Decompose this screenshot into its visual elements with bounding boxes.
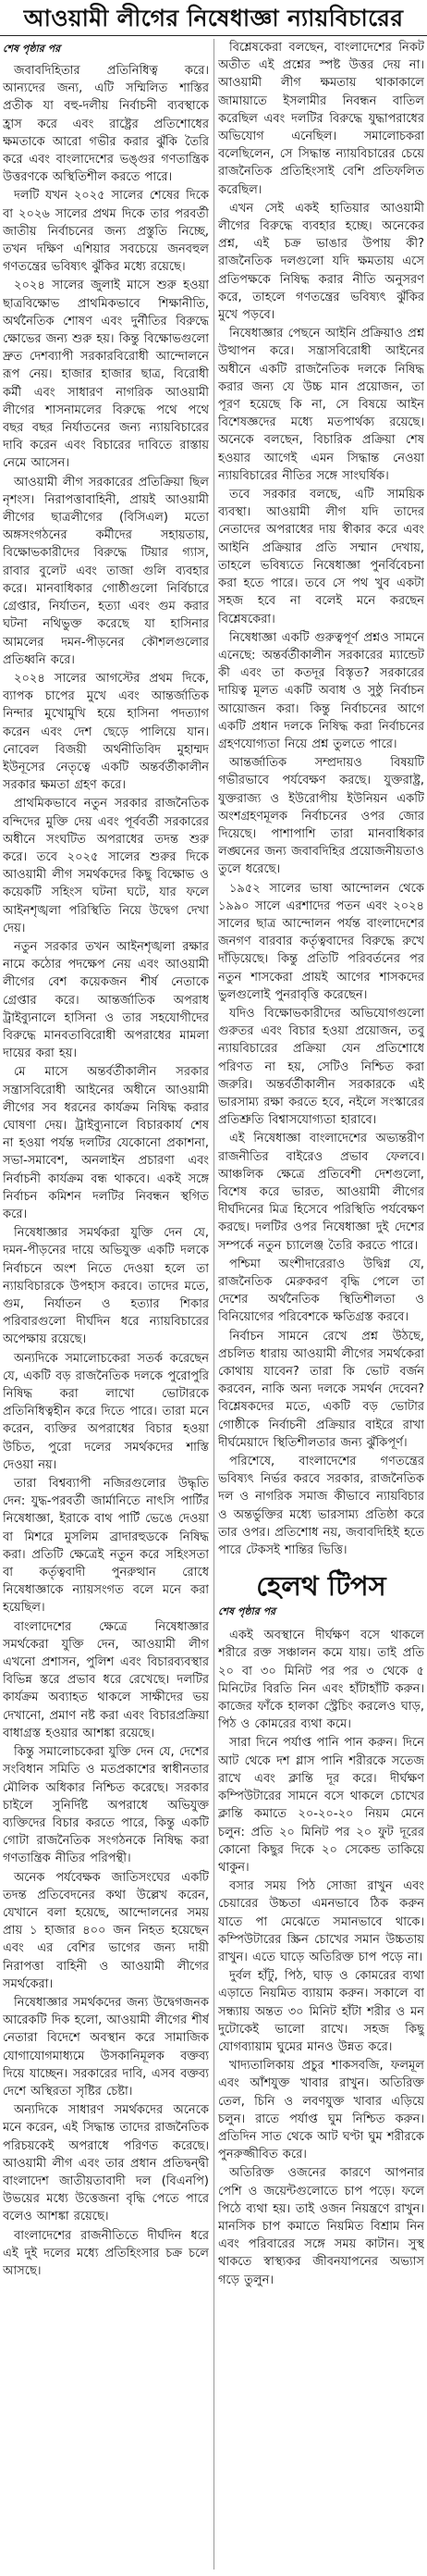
- article-paragraph: প্রাথমিকভাবে নতুন সরকার রাজনৈতিক বন্দিদের মুক্তি দেয় এবং পূর্ববর্তী সরকারের অধীনে সংঘটিত অপরাধের তদন্ত শুরু করে। তবে ২০২৫ সালের শুরুর দিকে আওয়ামী লীগ সমর্থকদের কিছু বিক্ষোভ ও কয়েকটি সহিংস ঘটনা ঘটে, যার ফলে আইনশৃঙ্খলা পরিস্থিতি নিয়ে উদ্বেগ দেখা দেয়।: [3, 797, 209, 935]
- article-paragraph: নিষেধাজ্ঞার সমর্থকদের জন্য উদ্বেগজনক আরেকটি দিক হলো, আওয়ামী লীগের শীর্ষ নেতারা বিদেশে অবস্থান করে সামাজিক যোগাযোগমাধ্যমে উসকানিমূলক বক্তব্য দিয়ে যাচ্ছেন। সরকারের দাবি, এসব বক্তব্য দেশে অস্থিরতা সৃষ্টির চেষ্টা।: [3, 1995, 209, 2099]
- article-paragraph: নির্বাচন সামনে রেখে প্রশ্ন উঠছে, প্রচলিত ধারায় আওয়ামী লীগের সমর্থকেরা কোথায় যাবেন? তারা কি ভোট বর্জন করবেন, নাকি অন্য দলকে সমর্থন দেবেন? বিশ্লেষকদের মতে, একটি বড় ভোটার গোষ্ঠীকে নির্বাচনী প্রক্রিয়ার বাইরে রাখা দীর্ঘমেয়াদে স্থিতিশীলতার জন্য ঝুঁকিপূর্ণ।: [218, 1329, 424, 1450]
- health-tip-paragraph: একই অবস্থানে দীর্ঘক্ষণ বসে থাকলে শরীরে রক্ত সঞ্চালন কমে যায়। তাই প্রতি ২০ বা ৩০ মিনিট পর পর ৩ থেকে ৫ মিনিটের বিরতি নিন এবং হাঁটাহাঁটি করুন। কাজের ফাঁকে হালকা স্ট্রেচিং করলেও ঘাড়, পিঠ ও কোমরের ব্যথা কমে।: [218, 1629, 424, 1732]
- health-tip-paragraph: বসার সময় পিঠ সোজা রাখুন এবং চেয়ারের উচ্চতা এমনভাবে ঠিক করুন যাতে পা মেঝেতে সমানভাবে থাকে। কম্পিউটারের স্ক্রিন চোখের সমান উচ্চতায় রাখুন। এতে ঘাড়ে অতিরিক্ত চাপ পড়ে না।: [218, 1879, 424, 1964]
- article-paragraph: বাংলাদেশের রাজনীতিতে দীর্ঘদিন ধরে এই দুই দলের মধ্যে প্রতিহিংসার চক্র চলে আসছে।: [3, 2228, 209, 2278]
- health-tip-paragraph: দুর্বল হাঁটু, পিঠ, ঘাড় ও কোমরের ব্যথা এড়াতে নিয়মিত ব্যায়াম করুন। সকালে বা সন্ধ্যায় অন্তত ৩০ মিনিট হাঁটা শরীর ও মন দুটোকেই ভালো রাখে। সহজ কিছু যোগব্যায়াম ঘুমের মানও উন্নত করে।: [218, 1969, 424, 2054]
- article-paragraph: নিষেধাজ্ঞার পেছনে আইনি প্রক্রিয়াও প্রশ্ন উত্থাপন করে। সন্ত্রাসবিরোধী আইনের অধীনে একটি রাজনৈতিক দলকে নিষিদ্ধ করার জন্য যে উচ্চ মান প্রয়োজন, তা পূরণ হয়েছে কি না, সে বিষয়ে আইন বিশেষজ্ঞদের মধ্যে মতপার্থক্য রয়েছে। অনেকে বলছেন, বিচারিক প্রক্রিয়া শেষ হওয়ার আগেই এমন সিদ্ধান্ত নেওয়া ন্যায়বিচারের নীতির সঙ্গে সাংঘর্ষিক।: [218, 327, 424, 483]
- article-paragraph: অন্যদিকে সমালোচকেরা সতর্ক করেছেন যে, একটি বড় রাজনৈতিক দলকে পুরোপুরি নিষিদ্ধ করা লাখো ভোটারকে প্রতিনিধিত্বহীন করে দিতে পারে। তারা মনে করেন, ব্যক্তির অপরাধের বিচার হওয়া উচিত, পুরো দলের সমর্থকদের শাস্তি দেওয়া নয়।: [3, 1351, 209, 1472]
- health-tips-section: [218, 1570, 424, 2289]
- health-tips-title: হেলথ টিপস: [256, 1570, 386, 1603]
- article-paragraph: মে মাসে অন্তর্বর্তীকালীন সরকার সন্ত্রাসবিরোধী আইনের অধীনে আওয়ামী লীগের সব ধরনের কার্যক্রম নিষিদ্ধ করার ঘোষণা দেয়। ট্রাইব্যুনালে বিচারকার্য শেষ না হওয়া পর্যন্ত দলটির যেকোনো প্রকাশনা, সভা-সমাবেশ, অনলাইন প্রচারণা এবং নির্বাচনী কার্যক্রম বন্ধ থাকবে। একই সঙ্গে নির্বাচন কমিশন দলটির নিবন্ধন স্থগিত করে।: [3, 1065, 209, 1221]
- health-tip-paragraph: খাদ্যতালিকায় প্রচুর শাকসবজি, ফলমূল এবং আঁশযুক্ত খাবার রাখুন। অতিরিক্ত তেল, চিনি ও লবণযুক্ত খাবার এড়িয়ে চলুন। রাতে পর্যাপ্ত ঘুম নিশ্চিত করুন। প্রতিদিন সাত থেকে আট ঘণ্টা ঘুম শরীরকে পুনরুজ্জীবিত করে।: [218, 2059, 424, 2162]
- article-paragraph: এই নিষেধাজ্ঞা বাংলাদেশের অভ্যন্তরীণ রাজনীতির বাইরেও প্রভাব ফেলবে। আঞ্চলিক ক্ষেত্রে প্রতিবেশী দেশগুলো, বিশেষ করে ভারত, আওয়ামী লীগের দীর্ঘদিনের মিত্র হিসেবে পরিস্থিতি পর্যবেক্ষণ করছে। দলটির ওপর নিষেধাজ্ঞা দুই দেশের সম্পর্কে নতুন চ্যালেঞ্জ তৈরি করতে পারে।: [218, 1132, 424, 1253]
- article-paragraph: পরিশেষে, বাংলাদেশের গণতন্ত্রের ভবিষ্যৎ নির্ভর করবে সরকার, রাজনৈতিক দল ও নাগরিক সমাজ কীভাবে ন্যায়বিচার ও অন্তর্ভুক্তির মধ্যে ভারসাম্য প্রতিষ্ঠা করে তার ওপর। প্রতিশোধ নয়, জবাবদিহিই হতে পারে টেকসই শান্তির ভিত্তি।: [218, 1455, 424, 1558]
- article-paragraph: তারা বিশ্বব্যাপী নজিরগুলোর উদ্ধৃতি দেন: যুদ্ধ-পরবর্তী জার্মানিতে নাৎসি পার্টির নিষেধাজ্ঞা, ইরাকে বাথ পার্টি ভেঙে দেওয়া বা মিশরে মুসলিম ব্রাদারহুডকে নিষিদ্ধ করা। প্রতিটি ক্ষেত্রেই নতুন করে সহিংসতা বা কর্তৃত্ববাদী পুনরুত্থান রোধে নিষেধাজ্ঞাকে ন্যায়সংগত বলে মনে করা হয়েছিল।: [3, 1477, 209, 1616]
- article-paragraph: নিষেধাজ্ঞা একটি গুরুত্বপূর্ণ প্রশ্নও সামনে এনেছে: অন্তর্বর্তীকালীন সরকারের ম্যান্ডেট কী এবং তা কতদূর বিস্তৃত? সরকারের দায়িত্ব মূলত একটি অবাধ ও সুষ্ঠু নির্বাচন আয়োজন করা। কিন্তু নির্বাচনের আগে একটি প্রধান দলকে নিষিদ্ধ করা নির্বাচনের গ্রহণযোগ্যতা নিয়ে প্রশ্ন তুলতে পারে।: [218, 630, 424, 751]
- article-paragraph: তবে সরকার বলছে, এটি সাময়িক ব্যবস্থা। আওয়ামী লীগ যদি তাদের নেতাদের অপরাধের দায় স্বীকার করে এবং আইনি প্রক্রিয়ার প্রতি সম্মান দেখায়, তাহলে ভবিষ্যতে নিষেধাজ্ঞা পুনর্বিবেচনা করা হতে পারে। তবে সে পথ খুব একটা সহজ হবে না বলেই মনে করছেন বিশ্লেষকেরা।: [218, 488, 424, 626]
- health-tips-continuation-label: শেষ পৃষ্ঠার পর: [218, 1605, 276, 1618]
- article-paragraph: এখন সেই একই হাতিয়ার আওয়ামী লীগের বিরুদ্ধে ব্যবহার হচ্ছে। অনেকের প্রশ্ন, এই চক্র ভাঙার উপায় কী? রাজনৈতিক দলগুলো যদি ক্ষমতায় এসে প্রতিপক্ষকে নিষিদ্ধ করার নীতি অনুসরণ করে, তাহলে গণতন্ত্রের ভবিষ্যৎ ঝুঁকির মুখে পড়বে।: [218, 201, 424, 323]
- article-paragraph: দলটি যখন ২০২৫ সালের শেষের দিকে বা ২০২৬ সালের প্রথম দিকে তার পরবর্তী জাতীয় নির্বাচনের জন্য প্রস্তুতি নিচ্ছে, তখন দক্ষিণ এশিয়ার সবচেয়ে জনবহুল গণতন্ত্রের ভবিষ্যৎ ঝুঁকির মধ্যে রয়েছে।: [3, 189, 209, 275]
- continuation-label: শেষ পৃষ্ঠার পর: [3, 43, 61, 55]
- article-paragraph: কিন্তু সমালোচকেরা যুক্তি দেন যে, দেশের সংবিধান সমিতি ও মতপ্রকাশের স্বাধীনতার মৌলিক অধিকার নিশ্চিত করেছে। সরকার চাইলে সুনির্দিষ্ট অপরাধে অভিযুক্ত ব্যক্তিদের বিচার করতে পারে, কিন্তু একটি গোটা রাজনৈতিক সংগঠনকে নিষিদ্ধ করা গণতান্ত্রিক নীতির পরিপন্থী।: [3, 1745, 209, 1866]
- article-paragraph: ২০২৪ সালের জুলাই মাসে শুরু হওয়া ছাত্রবিক্ষোভ প্রাথমিকভাবে শিক্ষানীতি, অর্থনৈতিক শোষণ এবং দুর্নীতির বিরুদ্ধে ক্ষোভের জন্য শুরু হয়। কিন্তু বিক্ষোভগুলো দ্রুত দেশব্যাপী সরকারবিরোধী আন্দোলনে রূপ নেয়। হাজার হাজার ছাত্র, বিরোধী কর্মী এবং সাধারণ নাগরিক আওয়ামী লীগের শাসনামলের বিরুদ্ধে পথে পথে বছর বছর নির্যাতনের জন্য ন্যায়বিচারের দাবি করেন এবং বিচারের দাবিতে রাস্তায় নেমে আসেন।: [3, 279, 209, 471]
- article-paragraph: আন্তর্জাতিক সম্প্রদায়ও বিষয়টি গভীরভাবে পর্যবেক্ষণ করছে। যুক্তরাষ্ট্র, যুক্তরাজ্য ও ইউরোপীয় ইউনিয়ন একটি অংশগ্রহণমূলক নির্বাচনের ওপর জোর দিয়েছে। পাশাপাশি তারা মানবাধিকার লঙ্ঘনের জন্য জবাবদিহির প্রয়োজনীয়তাও তুলে ধরেছে।: [218, 756, 424, 877]
- article-paragraph: যদিও বিক্ষোভকারীদের অভিযোগগুলো গুরুতর এবং বিচার হওয়া প্রয়োজন, তবু ন্যায়বিচারের প্রক্রিয়া যেন প্রতিশোধে পরিণত না হয়, সেটিও নিশ্চিত করা জরুরি। অন্তর্বর্তীকালীন সরকারকে এই ভারসাম্য রক্ষা করতে হবে, নইলে সংস্কারের প্রতিশ্রুতি বিশ্বাসযোগ্যতা হারাবে।: [218, 1006, 424, 1128]
- article-paragraph: অন্যদিকে সাধারণ সমর্থকদের অনেকে মনে করেন, এই সিদ্ধান্ত তাদের রাজনৈতিক পরিচয়কেই অপরাধে পরিণত করেছে। আওয়ামী লীগ এবং তার প্রধান প্রতিদ্বন্দ্বী বাংলাদেশ জাতীয়তাবাদী দল (বিএনপি) উভয়ের মধ্যে উত্তেজনা বৃদ্ধি পেতে পারে বলেও আশঙ্কা রয়েছে।: [3, 2103, 209, 2224]
- article-left-column: [3, 39, 209, 2570]
- article-paragraph: বিশ্লেষকেরা বলছেন, বাংলাদেশের নিকট অতীত এই প্রশ্নের স্পষ্ট উত্তর দেয় না। আওয়ামী লীগ ক্ষমতায় থাকাকালে জামায়াতে ইসলামীর নিবন্ধন বাতিল করেছিল এবং দলটির বিরুদ্ধে যুদ্ধাপরাধের অভিযোগ এনেছিল। সমালোচকরা বলেছিলেন, সে সিদ্ধান্ত ন্যায়বিচারের চেয়ে রাজনৈতিক প্রতিহিংসাই বেশি প্রতিফলিত করেছিল।: [218, 41, 424, 197]
- article-paragraph: অনেক পর্যবেক্ষক জাতিসংঘের একটি তদন্ত প্রতিবেদনের কথা উল্লেখ করেন, যেখানে বলা হয়েছে, আন্দোলনের সময় প্রায় ১ হাজার ৪০০ জন নিহত হয়েছেন এবং এর বেশির ভাগের জন্য দায়ী নিরাপত্তা বাহিনী ও আওয়ামী লীগের সমর্থকেরা।: [3, 1870, 209, 1991]
- article-paragraph: ২০২৪ সালের আগস্টের প্রথম দিকে, ব্যাপক চাপের মুখে এবং আন্তর্জাতিক নিন্দার মুখোমুখি হয়ে হাসিনা পদত্যাগ করেন এবং দেশ ছেড়ে পালিয়ে যান। নোবেল বিজয়ী অর্থনীতিবিদ মুহাম্মদ ইউনূসের নেতৃত্বে একটি অন্তর্বর্তীকালীন সরকার ক্ষমতা গ্রহণ করে।: [3, 671, 209, 793]
- article-right-column: [218, 39, 424, 2570]
- article-paragraph: নতুন সরকার তখন আইনশৃঙ্খলা রক্ষার নামে কঠোর পদক্ষেপ নেয় এবং আওয়ামী লীগের বেশ কয়েকজন শীর্ষ নেতাকে গ্রেপ্তার করে। আন্তর্জাতিক অপরাধ ট্রাইব্যুনালে হাসিনা ও তার সহযোগীদের বিরুদ্ধে মানবতাবিরোধী অপরাধের মামলা দায়ের করা হয়।: [3, 939, 209, 1061]
- article-paragraph: ১৯৫২ সালের ভাষা আন্দোলন থেকে ১৯৯০ সালে এরশাদের পতন এবং ২০২৪ সালের ছাত্র আন্দোলন পর্যন্ত বাংলাদেশের জনগণ বারবার কর্তৃত্ববাদের বিরুদ্ধে রুখে দাঁড়িয়েছে। কিন্তু প্রতিটি পরিবর্তনের পর নতুন শাসকেরা প্রায়ই আগের শাসকদের ভুলগুলোই পুনরাবৃত্তি করেছেন।: [218, 881, 424, 1002]
- article-paragraph: পশ্চিমা অংশীদারেরাও উদ্বিগ্ন যে, রাজনৈতিক মেরুকরণ বৃদ্ধি পেলে তা দেশের অর্থনৈতিক স্থিতিশীলতা ও বিনিয়োগের পরিবেশকে ক্ষতিগ্রস্ত করবে।: [218, 1257, 424, 1325]
- headline-banner: [0, 0, 427, 36]
- headline-title: আওয়ামী লীগের নিষেধাজ্ঞা ন্যায়বিচারের: [23, 4, 404, 31]
- article-paragraph: বাংলাদেশের ক্ষেত্রে নিষেধাজ্ঞার সমর্থকেরা যুক্তি দেন, আওয়ামী লীগ এখনো প্রশাসন, পুলিশ এবং বিচারব্যবস্থার বিভিন্ন স্তরে প্রভাব ধরে রেখেছে। দলটির কার্যক্রম অব্যাহত থাকলে সাক্ষীদের ভয় দেখানো, প্রমাণ নষ্ট করা এবং বিচারপ্রক্রিয়া বাধাগ্রস্ত হওয়ার আশঙ্কা রয়েছে।: [3, 1619, 209, 1740]
- article-paragraph: আওয়ামী লীগ সরকারের প্রতিক্রিয়া ছিল নৃশংস। নিরাপত্তাবাহিনী, প্রায়ই আওয়ামী লীগের ছাত্রলীগের (বিসিএল) মতো অঙ্গসংগঠনের কর্মীদের সহায়তায়, বিক্ষোভকারীদের বিরুদ্ধে টিয়ার গ্যাস, রাবার বুলেট এবং তাজা গুলি ব্যবহার করে। মানবাধিকার গোষ্ঠীগুলো নির্বিচারে গ্রেপ্তার, নির্যাতন, হত্যা এবং গুম করার ঘটনা নথিভুক্ত করেছে যা হাসিনার আমলের দমন-পীড়নের কৌশলগুলোর প্রতিধ্বনি করে।: [3, 475, 209, 667]
- health-tip-paragraph: সারা দিনে পর্যাপ্ত পানি পান করুন। দিনে আট থেকে দশ গ্লাস পানি শরীরকে সতেজ রাখে এবং ক্লান্তি দূর করে। দীর্ঘক্ষণ কম্পিউটারের সামনে বসে থাকলে চোখের ক্লান্তি কমাতে ২০-২০-২০ নিয়ম মেনে চলুন: প্রতি ২০ মিনিট পর ২০ ফুট দূরের কোনো কিছুর দিকে ২০ সেকেন্ড তাকিয়ে থাকুন।: [218, 1736, 424, 1875]
- health-tip-paragraph: অতিরিক্ত ওজনের কারণে আপনার পেশি ও জয়েন্টগুলোতে চাপ পড়ে। ফলে পিঠে ব্যথা হয়। তাই ওজন নিয়ন্ত্রণে রাখুন। মানসিক চাপ কমাতে নিয়মিত বিশ্রাম নিন এবং পরিবারের সঙ্গে সময় কাটান। সুস্থ থাকতে স্বাস্থ্যকর জীবনযাপনের অভ্যাস গড়ে তুলুন।: [218, 2166, 424, 2287]
- article-paragraph: নিষেধাজ্ঞার সমর্থকরা যুক্তি দেন যে, দমন-পীড়নের দায়ে অভিযুক্ত একটি দলকে নির্বাচনে অংশ নিতে দেওয়া হলে তা ন্যায়বিচারকে উপহাস করবে। তাদের মতে, গুম, নির্যাতন ও হত্যার শিকার পরিবারগুলো দীর্ঘদিন ধরে ন্যায়বিচারের অপেক্ষায় রয়েছে।: [3, 1226, 209, 1347]
- article-paragraph: জবাবদিহিতার প্রতিনিধিত্ব করে। আন্যদের জন্য, এটি সম্মিলিত শাস্তির প্রতীক যা বহু-দলীয় নির্বাচনী ব্যবস্থাকে হ্রাস করে এবং রাষ্ট্রের প্রতিশোধের ক্ষমতাকে আরো গভীর করার ঝুঁকি তৈরি করে এবং বাংলাদেশের ভঙ্গুর গণতান্ত্রিক উত্তরণকে অস্থিতিশীল করতে পারে।: [3, 64, 209, 185]
